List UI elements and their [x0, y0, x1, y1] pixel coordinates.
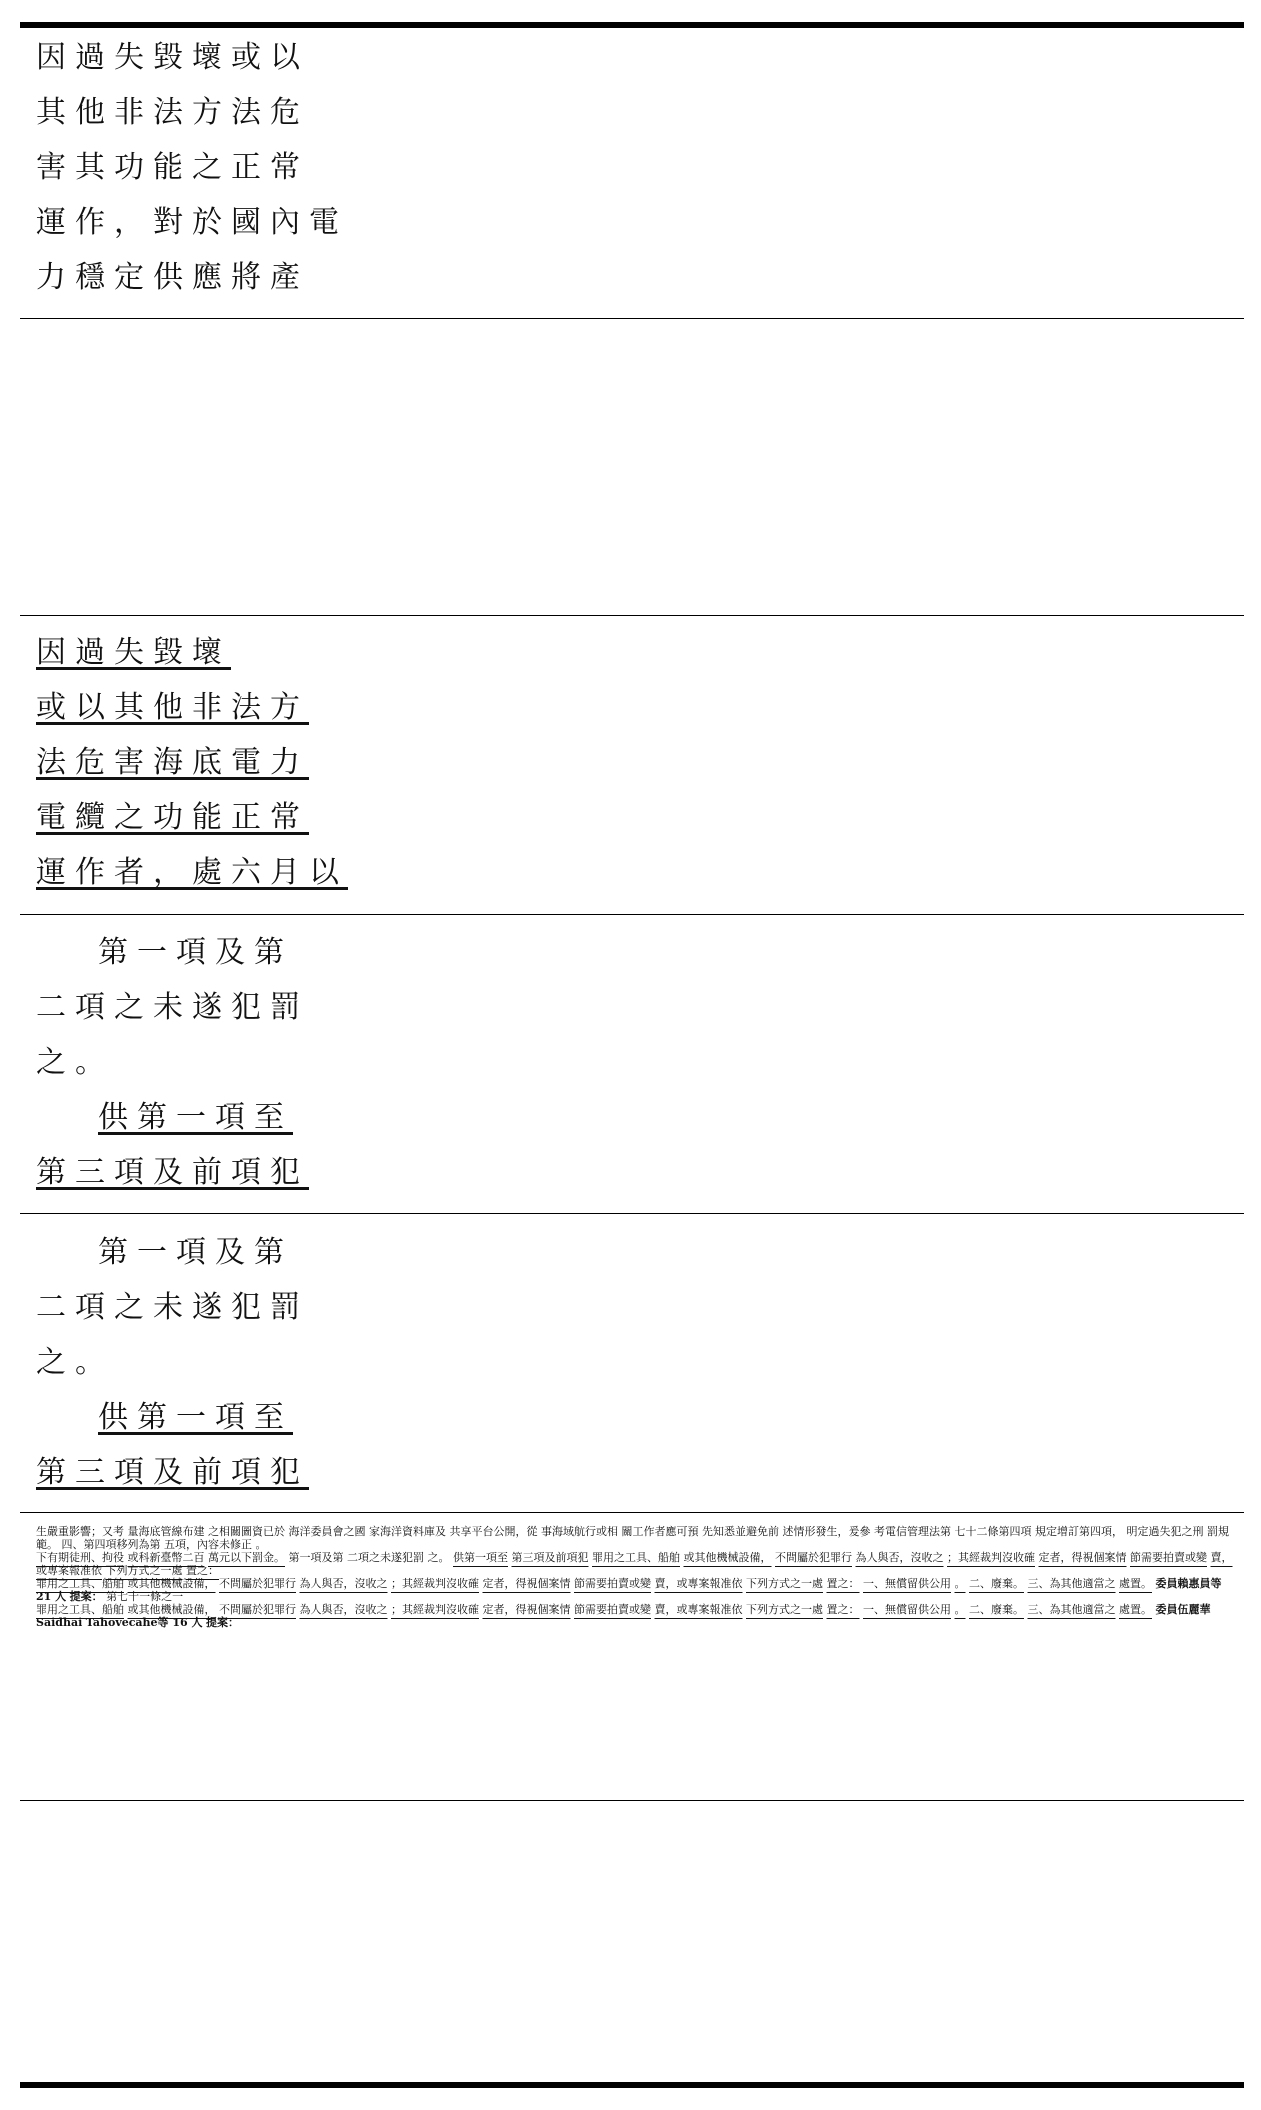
row-divider-6	[20, 1800, 1244, 1801]
text-row: 定者，得視個案情	[1038, 1551, 1127, 1564]
text-row: 賣，或專案報准依	[654, 1603, 743, 1616]
text-row: 。	[954, 1577, 966, 1590]
text-row: 三、為其他適當之	[1027, 1603, 1116, 1616]
text-row: 為人與否，沒收之	[855, 1551, 944, 1564]
text-row: 述情形發生，爰參	[782, 1525, 871, 1538]
text-row: 之相關圖資已於	[208, 1525, 285, 1538]
text-row: 節需要拍賣或變	[1130, 1551, 1207, 1564]
row-divider-1	[20, 318, 1244, 319]
text-row: 置之：	[826, 1603, 860, 1616]
text-row: 運作者，處六月以	[36, 855, 348, 890]
text-row: 賣，或專案報准依	[654, 1577, 743, 1590]
text-row: 法危害海底電力	[36, 745, 309, 780]
text-row: 運作，對於國內電	[36, 205, 348, 240]
text-row: 罪用之工具、船舶	[36, 1577, 124, 1590]
text-row: 第三項及前項犯	[511, 1551, 589, 1564]
text-row: ；其經裁判沒收確	[391, 1577, 479, 1590]
text-row: 家海洋資料庫及	[369, 1525, 446, 1538]
text-row: 不問屬於犯罪行	[219, 1577, 296, 1590]
text-row: 先知悉並避免前	[702, 1525, 779, 1538]
text-row: 。	[255, 1538, 267, 1551]
text-row: 一、無償留供公用	[863, 1603, 951, 1616]
text-row: 一、無償留供公用	[863, 1577, 951, 1590]
text-row: 罰規範。	[36, 1525, 1229, 1551]
text-row: 處置。	[1119, 1577, 1152, 1590]
text-row: 下列方式之一處	[105, 1564, 183, 1577]
proposer-name: 委員賴惠員等 21 人	[36, 1577, 1222, 1603]
text-row: ；其經裁判沒收確	[391, 1603, 479, 1616]
text-row: 第一項及第	[98, 1235, 293, 1270]
text-row: 供第一項至	[98, 1100, 293, 1135]
text-row: 害其功能之正常	[36, 150, 309, 185]
explanation-column	[36, 30, 1236, 305]
text-row: 為人與否，沒收之	[299, 1577, 388, 1590]
text-row: 下列方式之一處	[746, 1577, 823, 1590]
text-row: 定者，得視個案情	[482, 1577, 571, 1590]
text-row: 量海底管線布建	[127, 1525, 205, 1538]
text-row: 或以其他非法方	[36, 690, 309, 725]
text-row: 或科新臺幣二百	[127, 1551, 205, 1564]
proposal-column-21	[36, 925, 1236, 1200]
text-row: 二項之未遂犯罰	[36, 1290, 309, 1325]
text-row: 節需要拍賣或變	[574, 1577, 651, 1590]
amendment-column	[36, 625, 1236, 900]
text-row: 四、第四項移列為第	[61, 1538, 161, 1551]
text-row: 第三項及前項犯	[36, 1155, 309, 1190]
text-row: 二項之未遂犯罰	[347, 1551, 424, 1564]
text-row: 第一項及第	[288, 1551, 344, 1564]
text-row: 之。	[36, 1345, 114, 1380]
text-row: 其他非法方法危	[36, 95, 309, 130]
proposal-label: 提案：	[69, 1590, 103, 1603]
proposer-name: 委員伍麗華Saidhai	[36, 1603, 1211, 1629]
text-row: 二、廢棄。	[969, 1577, 1024, 1590]
text-row: 五項，內容未修正	[164, 1538, 252, 1551]
text-row: 明定過失犯之刑	[1126, 1525, 1204, 1538]
row-divider-2	[20, 615, 1244, 616]
text-row: 不問屬於犯罪行	[219, 1603, 296, 1616]
text-row: 罪用之工具、船舶	[36, 1603, 124, 1616]
proposal-column-16	[36, 1225, 1236, 1500]
proposer-name-continued: Tahovecahe等 16 人	[85, 1616, 203, 1629]
text-row: 節需要拍賣或變	[574, 1603, 651, 1616]
text-row: 賣，或專案報准依	[36, 1551, 1233, 1577]
text-row: 七十二條第四項	[954, 1525, 1032, 1538]
text-row: 處置。	[1119, 1603, 1152, 1616]
text-row: 因過失毀壞	[36, 635, 231, 670]
bottom-border	[20, 2082, 1244, 2088]
text-row: 供第一項至	[98, 1400, 293, 1435]
text-row: 萬元以下罰金。	[208, 1551, 285, 1564]
text-row: 供第一項至	[453, 1551, 508, 1564]
text-row: 關工作者應可預	[621, 1525, 699, 1538]
text-row: 。	[954, 1603, 966, 1616]
text-row: 或其他機械設備，	[127, 1577, 216, 1590]
text-row: 之。	[427, 1551, 450, 1564]
row-divider-3	[20, 914, 1244, 915]
row-divider-4	[20, 1213, 1244, 1214]
text-row: 之。	[36, 1045, 114, 1080]
text-row: 置之：	[826, 1577, 860, 1590]
text-row: 第三項及前項犯	[36, 1455, 309, 1490]
text-row: 下列方式之一處	[746, 1603, 823, 1616]
text-row: 考電信管理法第	[874, 1525, 951, 1538]
text-row: ；其經裁判沒收確	[947, 1551, 1035, 1564]
text-row: 三、為其他適當之	[1027, 1577, 1116, 1590]
text-row: 二項之未遂犯罰	[36, 990, 309, 1025]
text-row: 或其他機械設備，	[683, 1551, 772, 1564]
text-row: 為人與否，沒收之	[299, 1603, 388, 1616]
row-divider-5	[20, 1512, 1244, 1513]
text-row: 事海域航行或相	[541, 1525, 618, 1538]
text-row: 二、廢棄。	[969, 1603, 1024, 1616]
text-row: 生嚴重影響；又考	[36, 1525, 124, 1538]
text-row: 海洋委員會之國	[288, 1525, 366, 1538]
text-row: 共享平台公開，從	[449, 1525, 538, 1538]
top-border	[20, 22, 1244, 28]
text-row: 定者，得視個案情	[482, 1603, 571, 1616]
remaining-text-flow	[36, 1525, 1236, 1629]
text-row: 力穩定供應將產	[36, 260, 309, 295]
text-row: 規定增訂第四項，	[1035, 1525, 1123, 1538]
text-row: 不問屬於犯罪行	[775, 1551, 852, 1564]
text-row: 或其他機械設備，	[127, 1603, 216, 1616]
text-row: 下有期徒刑、拘役	[36, 1551, 124, 1564]
article-number: 第七十一條之一	[106, 1590, 184, 1603]
text-row: 罪用之工具、船舶	[592, 1551, 680, 1564]
text-row: 置之：	[186, 1564, 219, 1577]
proposal-label: 提案：	[206, 1616, 240, 1629]
text-row: 因過失毀壞或以	[36, 40, 309, 75]
remaining-text	[36, 1525, 1236, 1629]
text-row: 第一項及第	[98, 935, 293, 970]
text-row: 電纜之功能正常	[36, 800, 309, 835]
